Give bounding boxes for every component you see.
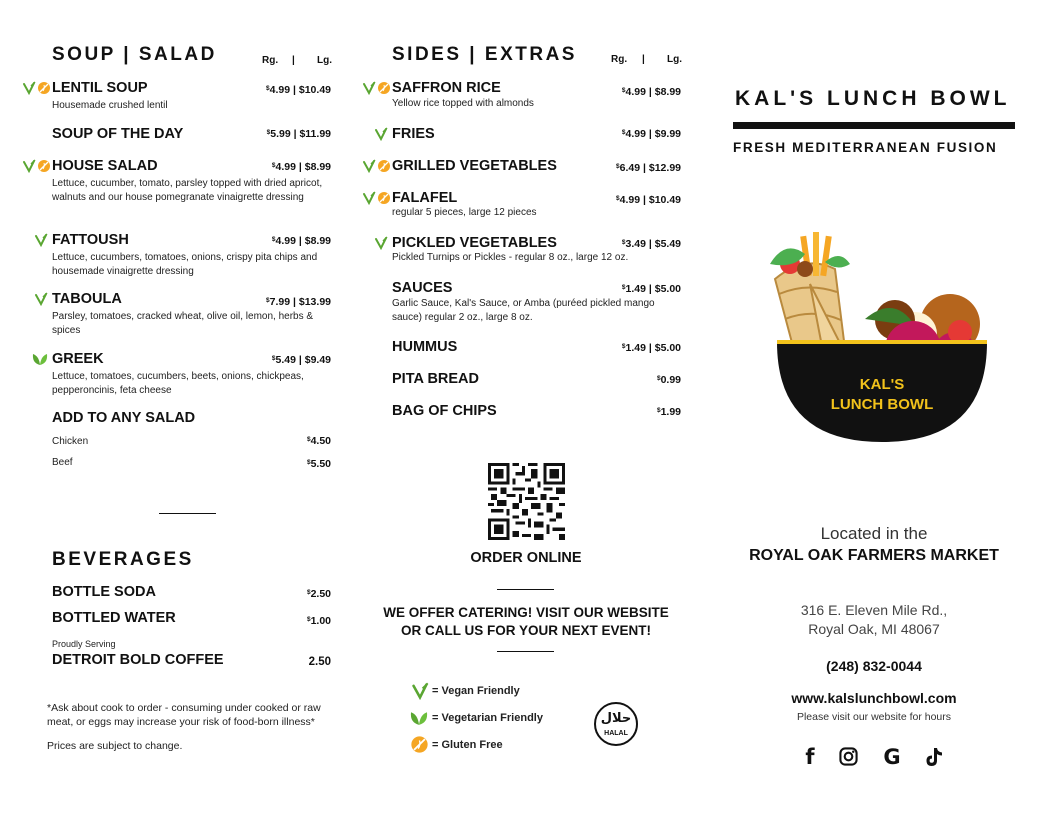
divider bbox=[497, 589, 554, 590]
vegan-icon bbox=[22, 159, 36, 173]
facebook-icon[interactable]: f bbox=[805, 745, 815, 769]
item-name: PICKLED VEGETABLES bbox=[392, 235, 557, 251]
soup-col-sep: | bbox=[292, 55, 295, 66]
catering-line-1: WE OFFER CATERING! VISIT OUR WEBSITE bbox=[383, 605, 669, 620]
item-price: $5.49 | $9.49 bbox=[271, 354, 331, 366]
raw-food-warning: *Ask about cook to order - consuming under cooked or raw meat, or eggs may increase your risk of food-born illness* bbox=[47, 702, 321, 728]
item-name: FALAFEL bbox=[392, 190, 458, 206]
item-name: BOTTLED WATER bbox=[52, 610, 176, 626]
order-online-label[interactable]: ORDER ONLINE bbox=[470, 550, 582, 566]
item-name: FATTOUSH bbox=[52, 232, 129, 248]
add-on-name: Beef bbox=[52, 457, 73, 468]
hours-note: Please visit our website for hours bbox=[796, 711, 952, 723]
item-price: $4.99 | $8.99 bbox=[271, 235, 331, 247]
item-price: $1.99 bbox=[656, 406, 681, 418]
item-name: SOUP OF THE DAY bbox=[52, 126, 184, 142]
item-desc: Pickled Turnips or Pickles - regular 8 oz., large 12 oz. bbox=[392, 252, 629, 263]
phone-number[interactable]: (248) 832-0044 bbox=[826, 658, 922, 674]
logo-line-1: KAL'S bbox=[859, 376, 905, 393]
legend-gluten-free: = Gluten Free bbox=[432, 739, 503, 751]
website-link[interactable]: www.kalslunchbowl.com bbox=[791, 690, 957, 706]
vegan-icon bbox=[22, 81, 36, 95]
add-to-salad-title: ADD TO ANY SALAD bbox=[52, 410, 196, 426]
legend-vegetarian: = Vegetarian Friendly bbox=[432, 712, 543, 724]
logo-illustration bbox=[765, 224, 995, 449]
fries-diet-icons bbox=[374, 127, 388, 141]
falafel-diet-icons bbox=[362, 191, 391, 205]
legend-vegan: = Vegan Friendly bbox=[432, 685, 520, 697]
serving-note: Proudly Serving bbox=[52, 639, 116, 649]
gluten-free-icon bbox=[377, 81, 391, 95]
brand-logo bbox=[765, 224, 995, 449]
add-on-price: $4.50 bbox=[306, 435, 331, 447]
fattoush-diet-icons bbox=[34, 233, 48, 247]
vegan-icon bbox=[34, 233, 48, 247]
item-name: SAFFRON RICE bbox=[392, 80, 501, 96]
brand-bar bbox=[733, 122, 1015, 129]
item-price: $1.49 | $5.00 bbox=[621, 283, 681, 295]
item-name: LENTIL SOUP bbox=[52, 80, 148, 96]
vegan-icon bbox=[374, 127, 388, 141]
add-on-price: $5.50 bbox=[306, 458, 331, 470]
soup-salad-title: SOUP | SALAD bbox=[52, 44, 217, 65]
beverages-title: BEVERAGES bbox=[52, 549, 194, 570]
item-price: $3.49 | $5.49 bbox=[621, 238, 681, 250]
located-in: Located in the bbox=[820, 524, 928, 543]
item-desc: Lettuce, cucumbers, tomatoes, onions, crispy pita chips and housemade vinaigrette dressing bbox=[52, 252, 318, 277]
coffee-name: DETROIT BOLD COFFEE bbox=[52, 652, 224, 668]
item-name: BOTTLE SODA bbox=[52, 584, 156, 600]
vegan-icon bbox=[34, 292, 48, 306]
item-name: FRIES bbox=[392, 126, 435, 142]
item-name: TABOULA bbox=[52, 291, 122, 307]
soup-col-rg: Rg. bbox=[262, 55, 279, 66]
item-price: $4.99 | $8.99 bbox=[621, 86, 681, 98]
vegan-icon bbox=[374, 236, 388, 250]
sides-col-rg: Rg. bbox=[611, 54, 628, 65]
brand-name: KAL'S LUNCH BOWL bbox=[735, 87, 1011, 110]
lentil-soup-diet-icons bbox=[22, 81, 51, 95]
divider bbox=[159, 513, 216, 514]
google-icon[interactable]: G bbox=[883, 745, 901, 769]
item-desc: Housemade crushed lentil bbox=[52, 100, 168, 111]
item-price: $0.99 bbox=[656, 374, 681, 386]
item-price: $6.49 | $12.99 bbox=[616, 162, 681, 174]
item-name: SAUCES bbox=[392, 280, 453, 296]
divider bbox=[497, 651, 554, 652]
sides-col-lg: Lg. bbox=[667, 54, 682, 65]
brand-tagline: FRESH MEDITERRANEAN FUSION bbox=[733, 140, 998, 155]
item-desc: Garlic Sauce, Kal's Sauce, or Amba (puréed pickled mango sauce) regular 2 oz., large 8 oz. bbox=[392, 298, 655, 323]
item-name: HOUSE SALAD bbox=[52, 158, 158, 174]
item-price: $7.99 | $13.99 bbox=[266, 296, 331, 308]
gluten-free-icon bbox=[410, 735, 429, 759]
price-change-note: Prices are subject to change. bbox=[47, 740, 183, 752]
item-desc: Lettuce, tomatoes, cucumbers, beets, onions, chickpeas, pepperoncinis, feta cheese bbox=[52, 371, 304, 396]
vegan-icon bbox=[410, 682, 430, 705]
gluten-free-icon bbox=[37, 81, 51, 95]
item-price: $1.00 bbox=[306, 615, 331, 627]
item-desc: regular 5 pieces, large 12 pieces bbox=[392, 207, 537, 218]
item-name: HUMMUS bbox=[392, 339, 458, 355]
house-salad-diet-icons bbox=[22, 159, 51, 173]
add-on-name: Chicken bbox=[52, 436, 89, 447]
address-line-1: 316 E. Eleven Mile Rd., bbox=[800, 602, 948, 618]
item-name: GRILLED VEGETABLES bbox=[392, 158, 557, 174]
item-price: $4.99 | $10.49 bbox=[616, 194, 681, 206]
catering-line-2: OR CALL US FOR YOUR NEXT EVENT! bbox=[400, 623, 652, 638]
vegan-icon bbox=[362, 191, 376, 205]
instagram-icon[interactable] bbox=[839, 747, 858, 771]
logo-line-2: LUNCH BOWL bbox=[830, 396, 934, 413]
item-desc: Yellow rice topped with almonds bbox=[392, 98, 534, 109]
halal-label: HALAL bbox=[604, 730, 628, 737]
gluten-free-icon bbox=[377, 159, 391, 173]
taboula-diet-icons bbox=[34, 292, 48, 306]
item-name: PITA BREAD bbox=[392, 371, 479, 387]
halal-badge bbox=[594, 702, 638, 746]
vegetarian-icon bbox=[31, 352, 49, 366]
item-price: $4.99 | $8.99 bbox=[271, 161, 331, 173]
gluten-free-icon bbox=[37, 159, 51, 173]
gluten-free-icon bbox=[377, 191, 391, 205]
order-qr-code[interactable] bbox=[488, 463, 565, 545]
item-desc: Parsley, tomatoes, cracked wheat, olive oil, lemon, herbs & spices bbox=[52, 311, 314, 336]
halal-arabic: حلال bbox=[600, 711, 632, 726]
item-name: BAG OF CHIPS bbox=[392, 403, 497, 419]
item-price: $2.50 bbox=[306, 588, 331, 600]
saffron-rice-diet-icons bbox=[362, 81, 391, 95]
sides-col-sep: | bbox=[642, 54, 645, 65]
item-price: $4.99 | $10.49 bbox=[266, 84, 331, 96]
greek-diet-icons bbox=[31, 352, 49, 366]
vegetarian-icon bbox=[408, 710, 430, 731]
tiktok-icon[interactable] bbox=[925, 747, 943, 772]
address-line-2: Royal Oak, MI 48067 bbox=[808, 621, 940, 637]
item-price: $4.99 | $9.99 bbox=[621, 128, 681, 140]
item-price: $5.99 | $11.99 bbox=[266, 128, 331, 140]
soup-col-lg: Lg. bbox=[317, 55, 332, 66]
grilled-veg-diet-icons bbox=[362, 159, 391, 173]
vegan-icon bbox=[362, 81, 376, 95]
pickled-veg-diet-icons bbox=[374, 236, 388, 250]
market-name: ROYAL OAK FARMERS MARKET bbox=[749, 547, 999, 564]
vegan-icon bbox=[362, 159, 376, 173]
coffee-price: 2.50 bbox=[308, 656, 331, 668]
item-name: GREEK bbox=[52, 351, 104, 367]
item-desc: Lettuce, cucumber, tomato, parsley topped with dried apricot, walnuts and our house pomegranate vinaigrette dressing bbox=[52, 178, 323, 203]
item-price: $1.49 | $5.00 bbox=[621, 342, 681, 354]
sides-title: SIDES | EXTRAS bbox=[392, 44, 577, 65]
